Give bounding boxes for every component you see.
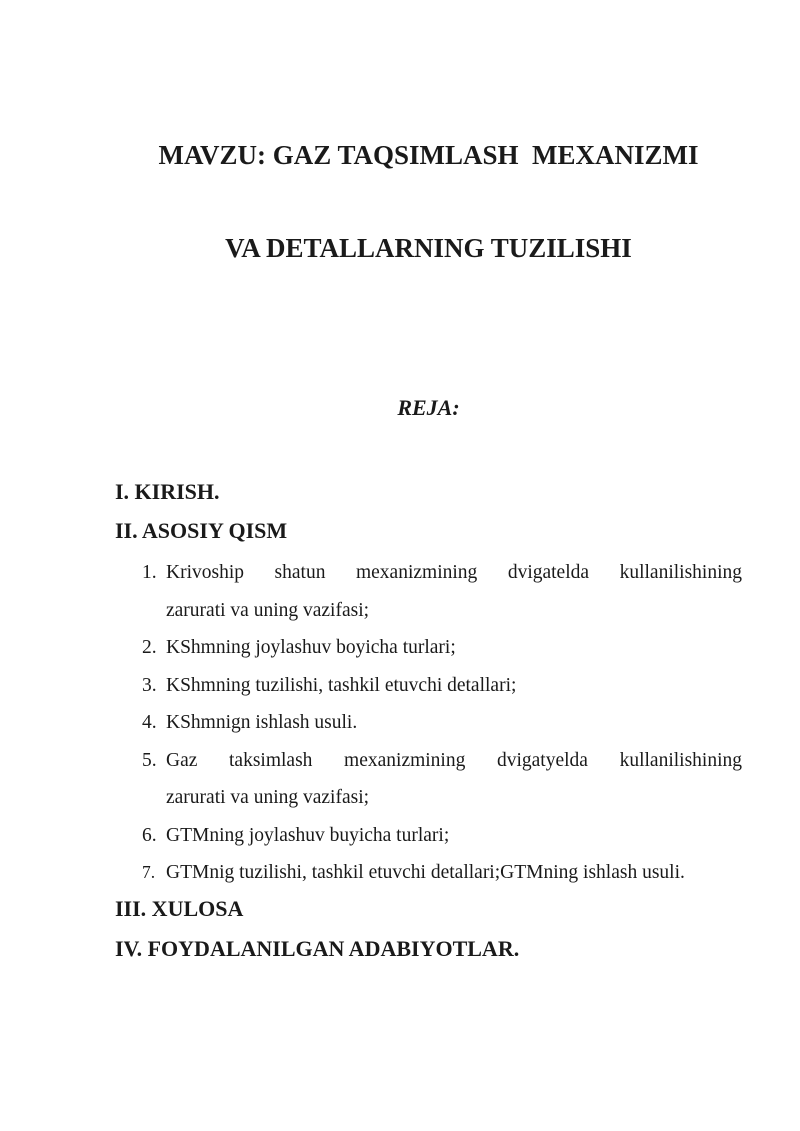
section-heading-asosiy-qism: II. ASOSIY QISM xyxy=(115,518,288,543)
plan-item-6-number: 6. xyxy=(142,824,157,846)
plan-item-6 xyxy=(115,817,742,855)
plan-item-7-number: 7. xyxy=(142,862,156,882)
plan-item-6-line1: GTMning joylashuv buyicha turlari; xyxy=(166,824,450,846)
plan-item-5 xyxy=(115,742,742,817)
section-heading-kirish: I. KIRISH. xyxy=(115,479,220,504)
plan-item-5-number: 5. xyxy=(142,749,157,771)
plan-item-5-line1: Gaz taksimlash mexanizmining dvigatyelda kullanilishining xyxy=(166,749,742,771)
plan-item-1-line2: zarurati va uning vazifasi; xyxy=(166,599,370,621)
section-heading-xulosa: III. XULOSA xyxy=(115,895,244,921)
plan-item-3 xyxy=(115,667,742,705)
plan-item-7 xyxy=(115,854,742,892)
plan-item-2 xyxy=(115,629,742,667)
document-title xyxy=(115,78,742,326)
plan-item-4-number: 4. xyxy=(142,712,157,733)
plan-item-4 xyxy=(115,704,742,742)
section-heading-foydalanilgan-adabiyotlar: IV. FOYDALANILGAN ADABIYOTLAR. xyxy=(115,935,520,961)
plan-item-2-number: 2. xyxy=(142,637,157,658)
plan-item-3-line1: KShmning tuzilishi, tashkil etuvchi detallari; xyxy=(166,674,517,696)
plan-subtitle: REJA: xyxy=(397,395,460,420)
plan-item-7-line1: GTMnig tuzilishi, tashkil etuvchi detallari;GTMning ishlash usuli. xyxy=(166,862,685,883)
plan-item-4-line1: KShmnign ishlash usuli. xyxy=(166,712,358,733)
plan-item-3-number: 3. xyxy=(142,674,157,696)
document-title-line2: VA DETALLARNING TUZILISHI xyxy=(225,233,632,263)
plan-item-1 xyxy=(115,554,742,629)
plan-item-1-line1: Krivoship shatun mexanizmining dvigatelda kullanilishining xyxy=(166,562,742,583)
plan-item-2-line1: KShmning joylashuv boyicha turlari; xyxy=(166,637,456,658)
plan-item-1-number: 1. xyxy=(142,562,157,583)
document-title-line1: MAVZU: GAZ TAQSIMLASH MEXANIZMI xyxy=(158,140,699,170)
plan-item-5-line2: zarurati va uning vazifasi; xyxy=(166,787,370,808)
plan-list xyxy=(115,554,742,892)
